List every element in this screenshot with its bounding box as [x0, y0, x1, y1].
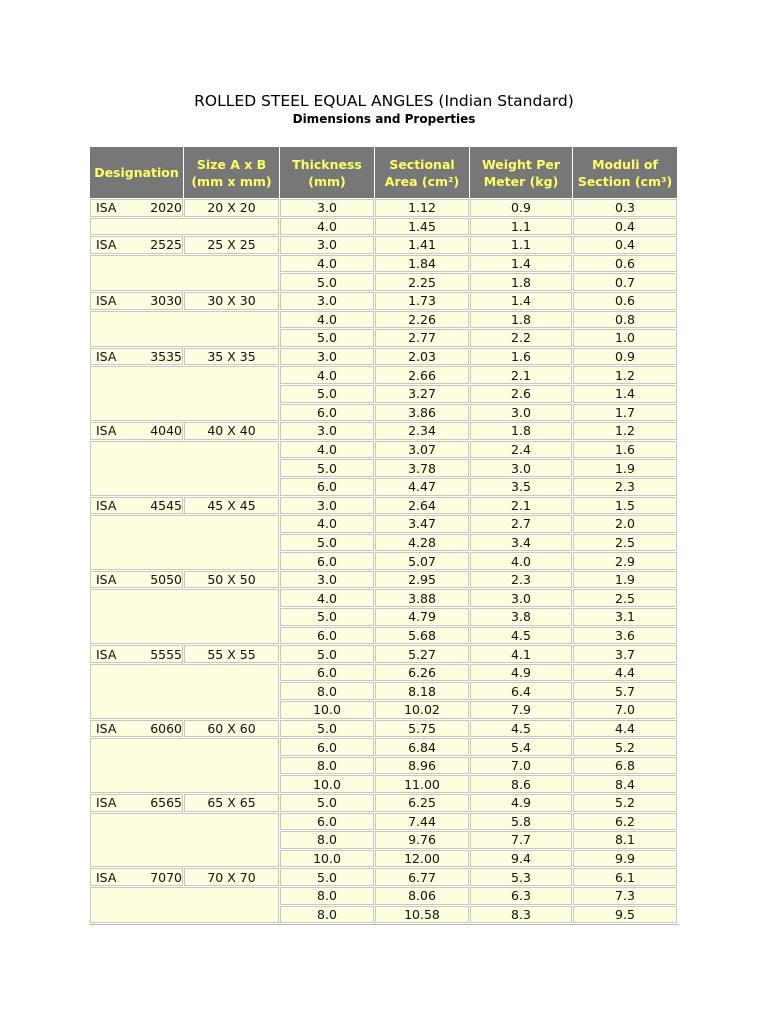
size-cell: 40 X 40 — [184, 422, 279, 440]
area-cell: 5.27 — [375, 645, 469, 663]
group-span-cell — [90, 441, 279, 496]
table-row — [90, 218, 677, 236]
table-row — [90, 571, 677, 589]
weight-cell: 1.4 — [470, 255, 572, 273]
table-bottom-border — [89, 924, 679, 925]
group-span-cell — [90, 813, 279, 868]
table-row — [90, 887, 677, 905]
thickness-cell: 4.0 — [280, 311, 374, 329]
area-cell: 2.64 — [375, 497, 469, 515]
weight-cell: 3.5 — [470, 478, 572, 496]
area-cell: 2.95 — [375, 571, 469, 589]
designation-cell — [90, 868, 183, 886]
designation-prefix: ISA — [96, 646, 117, 662]
moduli-cell: 0.3 — [573, 199, 677, 217]
area-cell: 1.84 — [375, 255, 469, 273]
moduli-cell: 5.2 — [573, 738, 677, 756]
size-cell: 35 X 35 — [184, 348, 279, 366]
thickness-cell: 6.0 — [280, 813, 374, 831]
designation-code: 7070 — [150, 869, 182, 885]
thickness-cell: 4.0 — [280, 589, 374, 607]
weight-cell: 3.0 — [470, 404, 572, 422]
area-cell: 1.12 — [375, 199, 469, 217]
designation-code: 4545 — [150, 497, 182, 513]
weight-cell: 4.9 — [470, 664, 572, 682]
weight-cell: 7.0 — [470, 757, 572, 775]
moduli-cell: 0.8 — [573, 311, 677, 329]
table-row — [90, 738, 677, 756]
weight-cell: 0.9 — [470, 199, 572, 217]
moduli-cell: 0.4 — [573, 218, 677, 236]
size-cell: 65 X 65 — [184, 794, 279, 812]
area-cell: 7.44 — [375, 813, 469, 831]
thickness-cell: 5.0 — [280, 868, 374, 886]
designation-prefix: ISA — [96, 237, 117, 253]
moduli-cell: 2.5 — [573, 534, 677, 552]
designation-cell — [90, 720, 183, 738]
page-subtitle: Dimensions and Properties — [292, 112, 476, 126]
thickness-cell: 6.0 — [280, 738, 374, 756]
designation-code: 6060 — [150, 720, 182, 736]
weight-cell: 2.2 — [470, 329, 572, 347]
designation-cell — [90, 497, 183, 515]
table-row — [90, 589, 677, 607]
header-moduli-of-section: Moduli of Section (cm³) — [573, 147, 677, 198]
designation-code: 4040 — [150, 423, 182, 439]
moduli-cell: 1.4 — [573, 385, 677, 403]
group-span-cell — [90, 589, 279, 644]
size-cell: 60 X 60 — [184, 720, 279, 738]
group-span-cell — [90, 255, 279, 291]
designation-prefix: ISA — [96, 423, 117, 439]
moduli-cell: 1.2 — [573, 422, 677, 440]
weight-cell: 7.7 — [470, 831, 572, 849]
table-row — [90, 255, 677, 273]
header-sectional-area: Sectional Area (cm²) — [375, 147, 469, 198]
moduli-cell: 1.0 — [573, 329, 677, 347]
area-cell: 3.86 — [375, 404, 469, 422]
designation-prefix: ISA — [96, 200, 117, 216]
size-cell: 20 X 20 — [184, 199, 279, 217]
thickness-cell: 4.0 — [280, 366, 374, 384]
thickness-cell: 3.0 — [280, 497, 374, 515]
table-header-row — [90, 147, 677, 198]
area-cell: 5.75 — [375, 720, 469, 738]
designation-cell — [90, 645, 183, 663]
moduli-cell: 7.3 — [573, 887, 677, 905]
moduli-cell: 3.6 — [573, 627, 677, 645]
table-row — [90, 645, 677, 663]
table-row — [90, 441, 677, 459]
moduli-cell: 2.3 — [573, 478, 677, 496]
moduli-cell: 6.8 — [573, 757, 677, 775]
weight-cell: 3.0 — [470, 589, 572, 607]
weight-cell: 9.4 — [470, 850, 572, 868]
thickness-cell: 5.0 — [280, 794, 374, 812]
thickness-cell: 5.0 — [280, 273, 374, 291]
area-cell: 2.25 — [375, 273, 469, 291]
size-cell: 50 X 50 — [184, 571, 279, 589]
table-row — [90, 664, 677, 682]
table-row — [90, 236, 677, 254]
group-span-cell — [90, 664, 279, 719]
moduli-cell: 5.7 — [573, 682, 677, 700]
thickness-cell: 3.0 — [280, 348, 374, 366]
moduli-cell: 1.9 — [573, 459, 677, 477]
size-cell: 45 X 45 — [184, 497, 279, 515]
thickness-cell: 6.0 — [280, 552, 374, 570]
group-span-cell — [90, 366, 279, 421]
designation-code: 5050 — [150, 572, 182, 588]
area-cell: 1.41 — [375, 236, 469, 254]
moduli-cell: 0.7 — [573, 273, 677, 291]
weight-cell: 5.3 — [470, 868, 572, 886]
header-size: Size A x B (mm x mm) — [184, 147, 279, 198]
area-cell: 2.34 — [375, 422, 469, 440]
thickness-cell: 4.0 — [280, 515, 374, 533]
table-row — [90, 497, 677, 515]
area-cell: 2.66 — [375, 366, 469, 384]
designation-prefix: ISA — [96, 869, 117, 885]
designation-cell — [90, 236, 183, 254]
thickness-cell: 5.0 — [280, 534, 374, 552]
designation-code: 5555 — [150, 646, 182, 662]
table-row — [90, 199, 677, 217]
moduli-cell: 1.2 — [573, 366, 677, 384]
designation-cell — [90, 571, 183, 589]
weight-cell: 2.1 — [470, 497, 572, 515]
thickness-cell: 8.0 — [280, 757, 374, 775]
area-cell: 9.76 — [375, 831, 469, 849]
thickness-cell: 4.0 — [280, 218, 374, 236]
weight-cell: 2.7 — [470, 515, 572, 533]
moduli-cell: 1.9 — [573, 571, 677, 589]
thickness-cell: 5.0 — [280, 720, 374, 738]
thickness-cell: 3.0 — [280, 199, 374, 217]
area-cell: 1.73 — [375, 292, 469, 310]
table-row — [90, 813, 677, 831]
weight-cell: 5.8 — [470, 813, 572, 831]
header-thickness: Thickness (mm) — [280, 147, 374, 198]
weight-cell: 4.0 — [470, 552, 572, 570]
moduli-cell: 0.4 — [573, 236, 677, 254]
moduli-cell: 0.6 — [573, 292, 677, 310]
moduli-cell: 2.0 — [573, 515, 677, 533]
moduli-cell: 8.1 — [573, 831, 677, 849]
weight-cell: 1.4 — [470, 292, 572, 310]
size-cell: 25 X 25 — [184, 236, 279, 254]
designation-prefix: ISA — [96, 572, 117, 588]
group-span-cell — [90, 887, 279, 923]
thickness-cell: 5.0 — [280, 459, 374, 477]
thickness-cell: 5.0 — [280, 385, 374, 403]
area-cell: 5.07 — [375, 552, 469, 570]
weight-cell: 2.4 — [470, 441, 572, 459]
weight-cell: 8.3 — [470, 906, 572, 924]
area-cell: 11.00 — [375, 775, 469, 793]
designation-prefix: ISA — [96, 795, 117, 811]
weight-cell: 4.5 — [470, 627, 572, 645]
thickness-cell: 6.0 — [280, 664, 374, 682]
weight-cell: 5.4 — [470, 738, 572, 756]
thickness-cell: 5.0 — [280, 329, 374, 347]
moduli-cell: 5.2 — [573, 794, 677, 812]
weight-cell: 1.8 — [470, 422, 572, 440]
weight-cell: 1.1 — [470, 236, 572, 254]
area-cell: 3.27 — [375, 385, 469, 403]
moduli-cell: 7.0 — [573, 701, 677, 719]
weight-cell: 2.6 — [470, 385, 572, 403]
area-cell: 3.47 — [375, 515, 469, 533]
weight-cell: 4.5 — [470, 720, 572, 738]
thickness-cell: 4.0 — [280, 255, 374, 273]
moduli-cell: 2.5 — [573, 589, 677, 607]
moduli-cell: 9.5 — [573, 906, 677, 924]
area-cell: 8.18 — [375, 682, 469, 700]
designation-prefix: ISA — [96, 497, 117, 513]
designation-cell — [90, 422, 183, 440]
area-cell: 3.78 — [375, 459, 469, 477]
weight-cell: 3.8 — [470, 608, 572, 626]
size-cell: 30 X 30 — [184, 292, 279, 310]
page-title: ROLLED STEEL EQUAL ANGLES (Indian Standard) — [194, 92, 574, 110]
weight-cell: 8.6 — [470, 775, 572, 793]
thickness-cell: 6.0 — [280, 478, 374, 496]
table-row — [90, 720, 677, 738]
designation-code: 3535 — [150, 349, 182, 365]
weight-cell: 1.8 — [470, 273, 572, 291]
weight-cell: 4.9 — [470, 794, 572, 812]
table-body — [90, 199, 677, 923]
area-cell: 4.28 — [375, 534, 469, 552]
area-cell: 6.25 — [375, 794, 469, 812]
table-row — [90, 515, 677, 533]
weight-cell: 1.1 — [470, 218, 572, 236]
area-cell: 3.07 — [375, 441, 469, 459]
weight-cell: 2.3 — [470, 571, 572, 589]
weight-cell: 3.0 — [470, 459, 572, 477]
weight-cell: 1.8 — [470, 311, 572, 329]
moduli-cell: 0.6 — [573, 255, 677, 273]
area-cell: 6.77 — [375, 868, 469, 886]
thickness-cell: 8.0 — [280, 682, 374, 700]
header-designation: Designation — [90, 147, 183, 198]
area-cell: 3.88 — [375, 589, 469, 607]
thickness-cell: 3.0 — [280, 236, 374, 254]
table-row — [90, 794, 677, 812]
thickness-cell: 4.0 — [280, 441, 374, 459]
table-row — [90, 311, 677, 329]
thickness-cell: 8.0 — [280, 831, 374, 849]
designation-cell — [90, 292, 183, 310]
designation-code: 2525 — [150, 237, 182, 253]
group-span-cell — [90, 218, 279, 236]
area-cell: 5.68 — [375, 627, 469, 645]
area-cell: 10.02 — [375, 701, 469, 719]
thickness-cell: 10.0 — [280, 701, 374, 719]
thickness-cell: 6.0 — [280, 627, 374, 645]
moduli-cell: 3.1 — [573, 608, 677, 626]
moduli-cell: 1.6 — [573, 441, 677, 459]
size-cell: 70 X 70 — [184, 868, 279, 886]
weight-cell: 3.4 — [470, 534, 572, 552]
area-cell: 8.96 — [375, 757, 469, 775]
designation-code: 3030 — [150, 293, 182, 309]
moduli-cell: 1.7 — [573, 404, 677, 422]
table-row — [90, 292, 677, 310]
designation-cell — [90, 794, 183, 812]
group-span-cell — [90, 738, 279, 793]
designation-code: 6565 — [150, 795, 182, 811]
weight-cell: 4.1 — [470, 645, 572, 663]
thickness-cell: 3.0 — [280, 571, 374, 589]
thickness-cell: 3.0 — [280, 292, 374, 310]
thickness-cell: 3.0 — [280, 422, 374, 440]
weight-cell: 1.6 — [470, 348, 572, 366]
weight-cell: 6.4 — [470, 682, 572, 700]
table-row — [90, 366, 677, 384]
header-weight-per-meter: Weight Per Meter (kg) — [470, 147, 572, 198]
weight-cell: 2.1 — [470, 366, 572, 384]
area-cell: 12.00 — [375, 850, 469, 868]
steel-angles-table — [89, 146, 678, 924]
area-cell: 4.47 — [375, 478, 469, 496]
area-cell: 6.26 — [375, 664, 469, 682]
thickness-cell: 8.0 — [280, 887, 374, 905]
moduli-cell: 6.1 — [573, 868, 677, 886]
area-cell: 8.06 — [375, 887, 469, 905]
moduli-cell: 1.5 — [573, 497, 677, 515]
weight-cell: 7.9 — [470, 701, 572, 719]
designation-cell — [90, 199, 183, 217]
thickness-cell: 6.0 — [280, 404, 374, 422]
area-cell: 10.58 — [375, 906, 469, 924]
group-span-cell — [90, 515, 279, 570]
weight-cell: 6.3 — [470, 887, 572, 905]
moduli-cell: 8.4 — [573, 775, 677, 793]
designation-prefix: ISA — [96, 720, 117, 736]
area-cell: 2.26 — [375, 311, 469, 329]
size-cell: 55 X 55 — [184, 645, 279, 663]
area-cell: 2.77 — [375, 329, 469, 347]
group-span-cell — [90, 311, 279, 347]
area-cell: 6.84 — [375, 738, 469, 756]
thickness-cell: 10.0 — [280, 850, 374, 868]
thickness-cell: 10.0 — [280, 775, 374, 793]
table-row — [90, 868, 677, 886]
thickness-cell: 5.0 — [280, 645, 374, 663]
area-cell: 1.45 — [375, 218, 469, 236]
table-row — [90, 422, 677, 440]
moduli-cell: 6.2 — [573, 813, 677, 831]
moduli-cell: 4.4 — [573, 720, 677, 738]
moduli-cell: 3.7 — [573, 645, 677, 663]
designation-cell — [90, 348, 183, 366]
thickness-cell: 5.0 — [280, 608, 374, 626]
table-row — [90, 348, 677, 366]
designation-code: 2020 — [150, 200, 182, 216]
moduli-cell: 0.9 — [573, 348, 677, 366]
designation-prefix: ISA — [96, 293, 117, 309]
moduli-cell: 4.4 — [573, 664, 677, 682]
area-cell: 4.79 — [375, 608, 469, 626]
moduli-cell: 2.9 — [573, 552, 677, 570]
moduli-cell: 9.9 — [573, 850, 677, 868]
area-cell: 2.03 — [375, 348, 469, 366]
designation-prefix: ISA — [96, 349, 117, 365]
thickness-cell: 8.0 — [280, 906, 374, 924]
